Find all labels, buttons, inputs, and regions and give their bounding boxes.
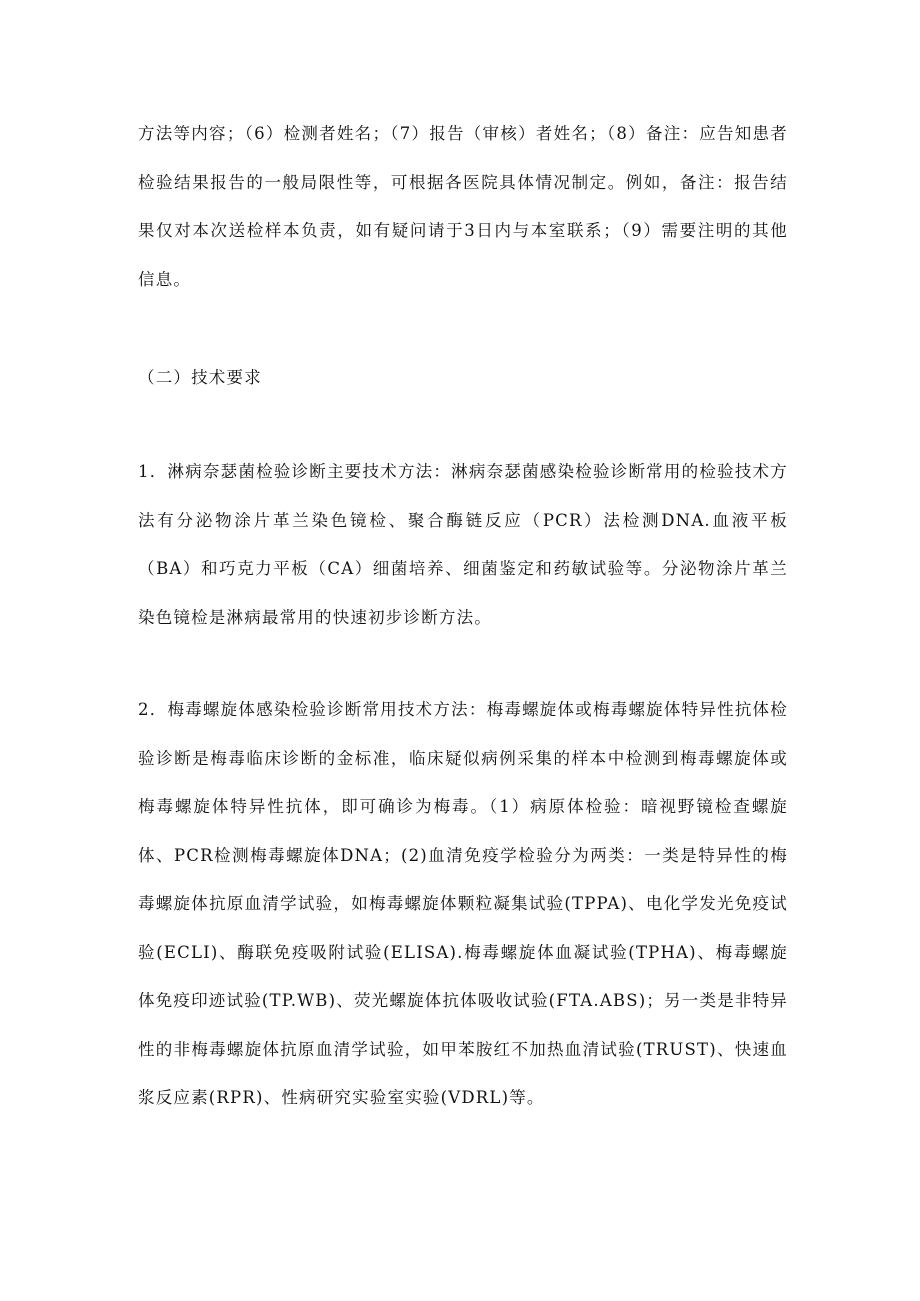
syphilis-methods-paragraph: 2．梅毒螺旋体感染检验诊断常用技术方法：梅毒螺旋体或梅毒螺旋体特异性抗体检验诊断是梅毒临床诊断的金标准，临床疑似病例采集的样本中检测到梅毒螺旋体或梅毒螺旋体特异性抗体，即可确诊为梅毒。（1）病原体检验：暗视野镜检查螺旋体、PCR检测梅毒螺旋体DNA；(2)血清免疫学检验分为两类：一类是特异性的梅毒螺旋体抗原血清学试验，如梅毒螺旋体颗粒凝集试验(TPPA)、电化学发光免疫试验(ECLI)、酶联免疫吸附试验(ELISA).梅毒螺旋体血凝试验(TPHA)、梅毒螺旋体免疫印迹试验(TP.WB)、荧光螺旋体抗体吸收试验(FTA.ABS)；另一类是非特异性的非梅毒螺旋体抗原血清学试验，如甲苯胺红不加热血清试验(TRUST)、快速血浆反应素(RPR)、性病研究实验室实验(VDRL)等。 bbox=[138, 700, 788, 1107]
gonorrhea-methods-paragraph: 1．淋病奈瑟菌检验诊断主要技术方法：淋病奈瑟菌感染检验诊断常用的检验技术方法有分泌物涂片革兰染色镜检、聚合酶链反应（PCR）法检测DNA.血液平板（BA）和巧克力平板（CA）细菌培养、细菌鉴定和药敏试验等。分泌物涂片革兰染色镜检是淋病最常用的快速初步诊断方法。 bbox=[138, 462, 788, 627]
report-notes-paragraph: 方法等内容；（6）检测者姓名；（7）报告（审核）者姓名；（8）备注：应告知患者检验结果报告的一般局限性等，可根据各医院具体情况制定。例如，备注：报告结果仅对本次送检样本负责，如有疑问请于3日内与本室联系；（9）需要注明的其他信息。 bbox=[138, 124, 788, 289]
section-heading-technical-requirements: （二）技术要求 bbox=[138, 368, 262, 387]
